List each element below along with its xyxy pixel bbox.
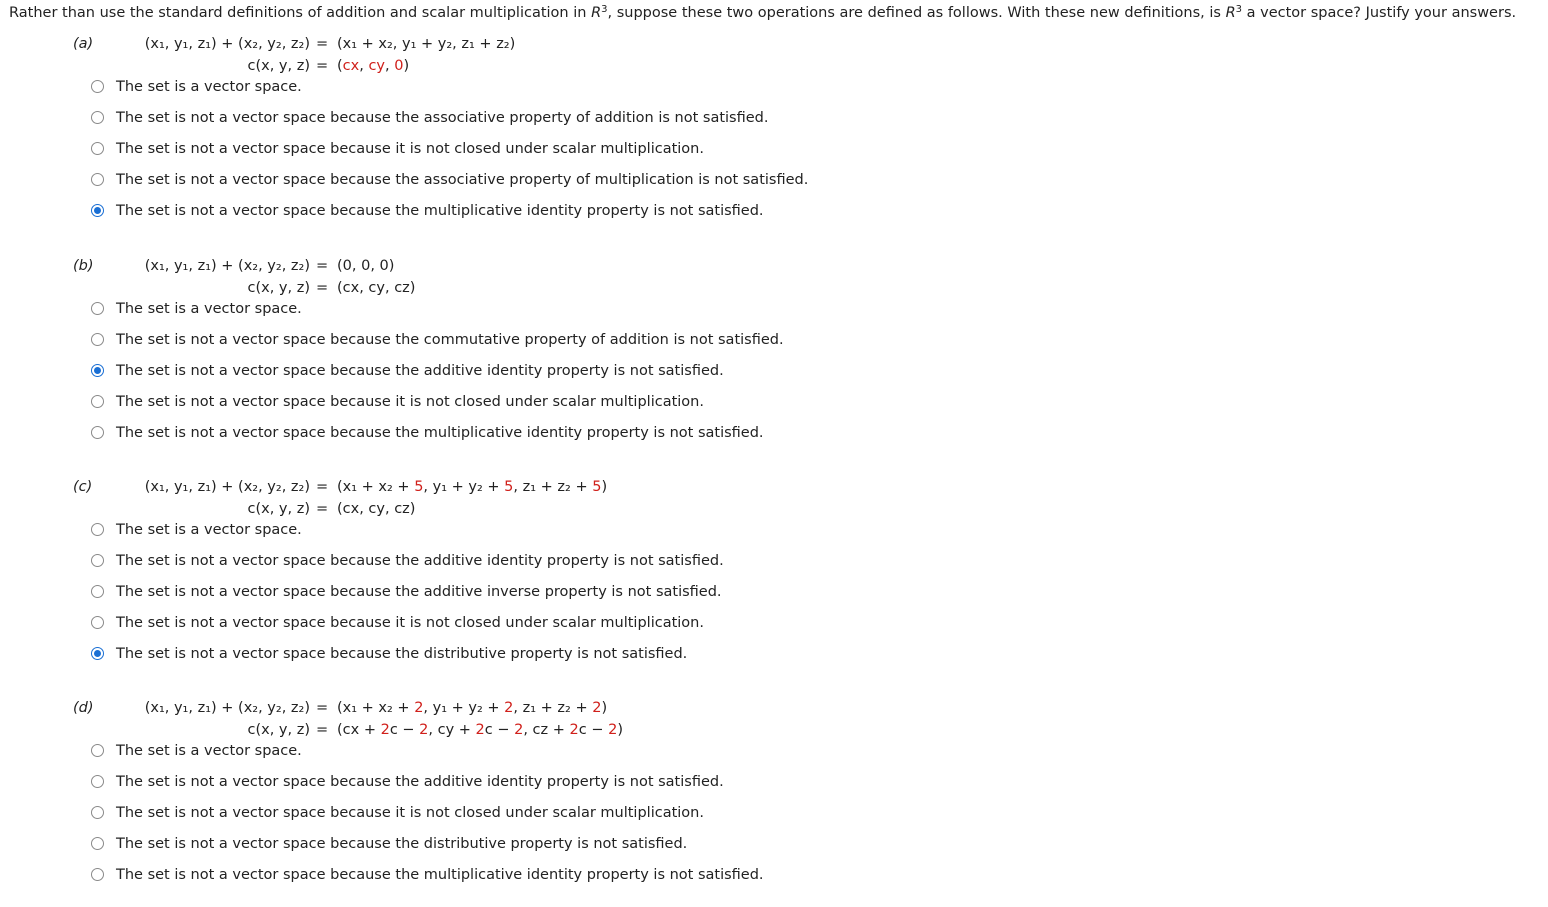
intro-r2: R <box>1225 5 1236 21</box>
highlighted-term: 5 <box>414 479 424 495</box>
highlighted-term: 2 <box>592 700 602 716</box>
multiplication-lhs: c(x, y, z) <box>247 501 310 517</box>
rhs-segment: c − <box>389 722 420 738</box>
scalar-multiplication-definition <box>0 719 1548 741</box>
highlighted-term: cx <box>342 58 360 74</box>
multiplication-lhs: c(x, y, z) <box>247 280 310 296</box>
answer-option-label: The set is not a vector space because the distributive property is not satisfied. <box>116 836 688 852</box>
radio-button[interactable] <box>91 333 104 346</box>
answer-option-label: The set is not a vector space because the distributive property is not satisfied. <box>116 646 688 662</box>
equals-sign: = <box>316 36 329 52</box>
rhs-segment: (0, 0, 0) <box>337 258 395 274</box>
answer-option-label: The set is a vector space. <box>116 522 302 538</box>
part-label: (c) <box>73 479 93 495</box>
highlighted-term: 2 <box>504 700 514 716</box>
rhs-segment: , cy + <box>428 722 476 738</box>
addition-lhs: (x₁, y₁, z₁) + (x₂, y₂, z₂) <box>144 36 310 52</box>
rhs-segment: , <box>385 58 395 74</box>
rhs-segment: (cx, cy, cz) <box>337 280 416 296</box>
addition-rhs <box>337 697 607 719</box>
addition-rhs <box>337 255 394 277</box>
addition-lhs: (x₁, y₁, z₁) + (x₂, y₂, z₂) <box>144 479 310 495</box>
answer-option-label: The set is not a vector space because the multiplicative identity property is not satisfied. <box>116 867 764 883</box>
equals-sign: = <box>316 258 329 274</box>
rhs-segment: , z₁ + z₂ + <box>513 479 593 495</box>
intro-exp2: 3 <box>1235 4 1243 15</box>
rhs-segment: , y₁ + y₂ + <box>423 479 505 495</box>
multiplication-rhs <box>337 719 623 741</box>
answer-option-label: The set is not a vector space because it is not closed under scalar multiplication. <box>116 805 704 821</box>
radio-button[interactable] <box>91 868 104 881</box>
addition-definition <box>0 476 1548 498</box>
rhs-segment: ) <box>601 700 608 716</box>
answer-option-label: The set is not a vector space because it is not closed under scalar multiplication. <box>116 615 704 631</box>
equals-sign: = <box>316 479 329 495</box>
highlighted-term: 0 <box>394 58 404 74</box>
question-part <box>0 697 1548 907</box>
radio-button[interactable] <box>91 837 104 850</box>
equals-sign: = <box>316 700 329 716</box>
rhs-segment: ) <box>617 722 623 738</box>
rhs-segment: c − <box>578 722 609 738</box>
answer-option-label: The set is not a vector space because the commutative property of addition is not satisfied. <box>116 332 784 348</box>
radio-button[interactable] <box>91 554 104 567</box>
radio-button[interactable] <box>91 302 104 315</box>
intro-before: Rather than use the standard definitions of addition and scalar multiplication in <box>9 5 592 21</box>
radio-button[interactable] <box>91 585 104 598</box>
answer-option-label: The set is a vector space. <box>116 301 302 317</box>
radio-button-selected[interactable] <box>91 647 104 660</box>
question-part <box>0 476 1548 686</box>
answer-option-label: The set is not a vector space because the associative property of addition is not satisfied. <box>116 110 769 126</box>
answer-option-label: The set is not a vector space because the additive identity property is not satisfied. <box>116 553 724 569</box>
radio-button[interactable] <box>91 616 104 629</box>
equals-sign: = <box>316 501 329 517</box>
answer-option-label: The set is not a vector space because the additive identity property is not satisfied. <box>116 774 724 790</box>
answer-option-label: The set is not a vector space because it is not closed under scalar multiplication. <box>116 141 704 157</box>
answer-option-label: The set is not a vector space because the multiplicative identity property is not satisfied. <box>116 203 764 219</box>
addition-definition <box>0 255 1548 277</box>
rhs-segment: , cz + <box>523 722 570 738</box>
radio-button[interactable] <box>91 775 104 788</box>
scalar-multiplication-definition <box>0 498 1548 520</box>
radio-button-selected[interactable] <box>91 204 104 217</box>
highlighted-term: 2 <box>608 722 618 738</box>
rhs-segment: , y₁ + y₂ + <box>423 700 505 716</box>
radio-button[interactable] <box>91 426 104 439</box>
intro-exp: 3 <box>601 4 608 15</box>
problem-statement <box>9 5 1516 21</box>
rhs-segment: , z₁ + z₂ + <box>513 700 593 716</box>
answer-option-label: The set is not a vector space because the additive identity property is not satisfied. <box>116 363 724 379</box>
highlighted-term: 2 <box>475 722 485 738</box>
addition-definition <box>0 697 1548 719</box>
multiplication-rhs <box>337 277 415 299</box>
rhs-segment: (x₁ + x₂ + <box>337 700 415 716</box>
radio-button[interactable] <box>91 744 104 757</box>
question-part <box>0 255 1548 465</box>
highlighted-term: 2 <box>380 722 390 738</box>
rhs-segment: , <box>359 58 369 74</box>
scalar-multiplication-definition <box>0 55 1548 77</box>
addition-rhs <box>337 476 607 498</box>
intro-after: a vector space? Justify your answers. <box>1242 5 1517 21</box>
radio-button[interactable] <box>91 80 104 93</box>
equals-sign: = <box>316 722 329 738</box>
addition-rhs <box>337 33 515 55</box>
highlighted-term: 5 <box>592 479 602 495</box>
answer-option-label: The set is a vector space. <box>116 79 302 95</box>
rhs-segment: ( <box>337 58 343 74</box>
addition-definition <box>0 33 1548 55</box>
answer-option-label: The set is not a vector space because it is not closed under scalar multiplication. <box>116 394 704 410</box>
answer-option-label: The set is not a vector space because the additive inverse property is not satisfied. <box>116 584 722 600</box>
radio-button[interactable] <box>91 523 104 536</box>
multiplication-lhs: c(x, y, z) <box>247 58 310 74</box>
addition-lhs: (x₁, y₁, z₁) + (x₂, y₂, z₂) <box>144 258 310 274</box>
multiplication-rhs <box>337 55 409 77</box>
scalar-multiplication-definition <box>0 277 1548 299</box>
part-label: (a) <box>73 36 94 52</box>
rhs-segment: ) <box>601 479 608 495</box>
radio-button-selected[interactable] <box>91 364 104 377</box>
highlighted-term: 2 <box>414 700 424 716</box>
radio-button[interactable] <box>91 806 104 819</box>
rhs-segment: (cx + <box>337 722 381 738</box>
radio-button[interactable] <box>91 142 104 155</box>
answer-option-label: The set is a vector space. <box>116 743 302 759</box>
answer-option-label: The set is not a vector space because the associative property of multiplication is not satisfied. <box>116 172 809 188</box>
rhs-segment: (cx, cy, cz) <box>337 501 416 517</box>
rhs-segment: (x₁ + x₂, y₁ + y₂, z₁ + z₂) <box>337 36 516 52</box>
equals-sign: = <box>316 280 329 296</box>
rhs-segment: c − <box>484 722 515 738</box>
multiplication-rhs <box>337 498 415 520</box>
highlighted-term: 5 <box>504 479 514 495</box>
answer-option-label: The set is not a vector space because the multiplicative identity property is not satisfied. <box>116 425 764 441</box>
intro-r: R <box>591 5 602 21</box>
highlighted-term: cy <box>368 58 386 74</box>
question-part <box>0 33 1548 243</box>
intro-middle: , suppose these two operations are defined as follows. With these new definitions, is <box>607 5 1226 21</box>
part-label: (b) <box>73 258 94 274</box>
radio-button[interactable] <box>91 395 104 408</box>
addition-lhs: (x₁, y₁, z₁) + (x₂, y₂, z₂) <box>144 700 310 716</box>
rhs-segment: (x₁ + x₂ + <box>337 479 415 495</box>
radio-button[interactable] <box>91 111 104 124</box>
equals-sign: = <box>316 58 329 74</box>
highlighted-term: 2 <box>419 722 429 738</box>
highlighted-term: 2 <box>569 722 579 738</box>
highlighted-term: 2 <box>514 722 524 738</box>
radio-button[interactable] <box>91 173 104 186</box>
part-label: (d) <box>73 700 94 716</box>
multiplication-lhs: c(x, y, z) <box>247 722 310 738</box>
rhs-segment: ) <box>403 58 410 74</box>
